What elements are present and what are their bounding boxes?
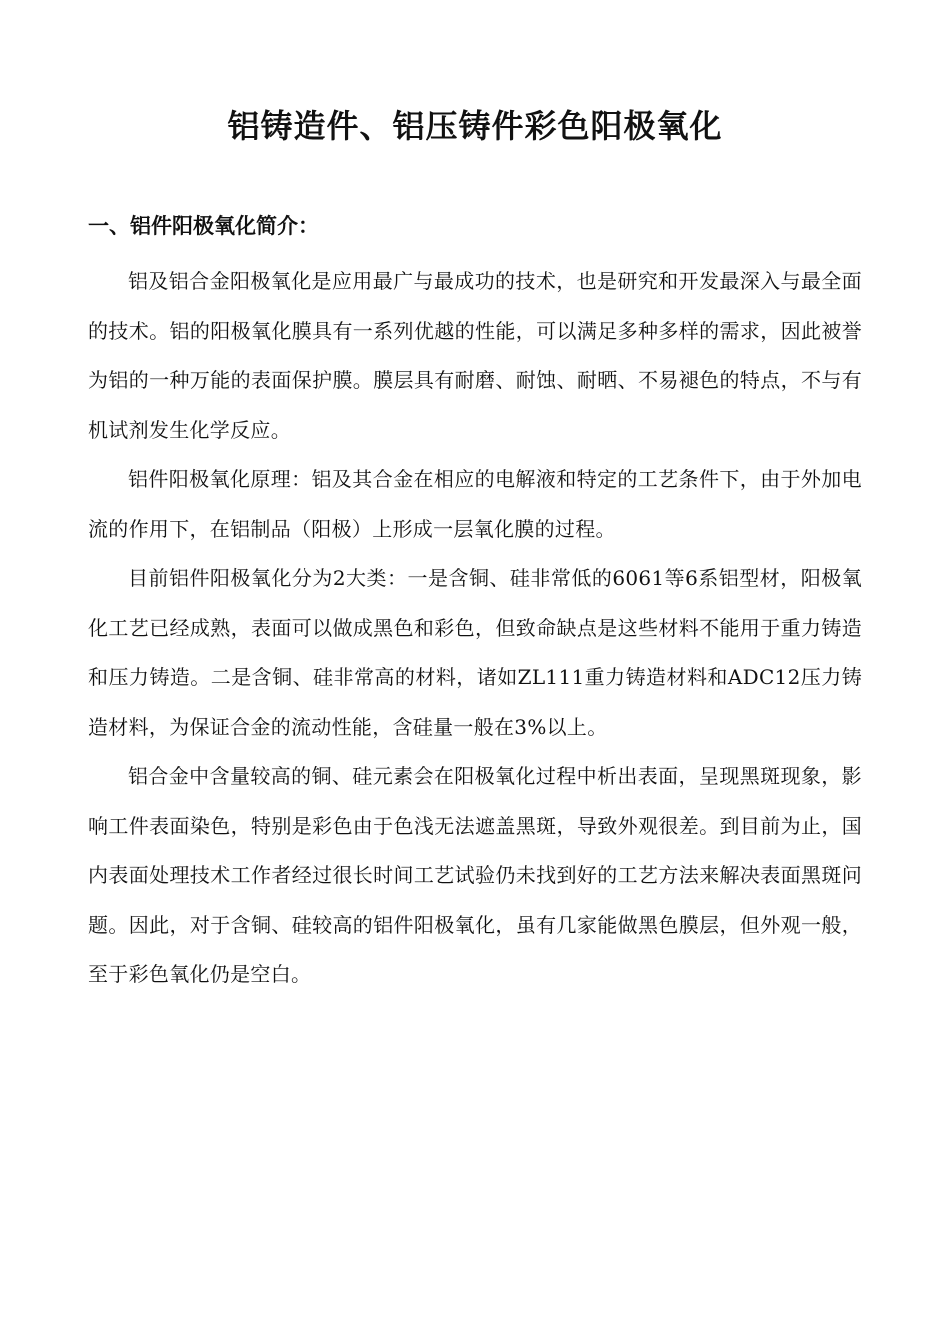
paragraph-categories: 目前铝件阳极氧化分为2大类：一是含铜、硅非常低的6061等6系铝型材，阳极氧化工艺已经成熟，表面可以做成黑色和彩色，但致命缺点是这些材料不能用于重力铸造和压力铸造。二是含铜、硅非常高的材料，诸如ZL111重力铸造材料和ADC12压力铸造材料，为保证合金的流动性能，含硅量一般在3%以上。 <box>88 566 862 739</box>
paragraph-intro: 铝及铝合金阳极氧化是应用最广与最成功的技术，也是研究和开发最深入与最全面的技术。铝的阳极氧化膜具有一系列优越的性能，可以满足多种多样的需求，因此被誉为铝的一种万能的表面保护膜。膜层具有耐磨、耐蚀、耐晒、不易褪色的特点，不与有机试剂发生化学反应。 <box>88 269 862 442</box>
section-heading: 一、铝件阳极氧化简介： <box>88 214 319 238</box>
paragraph-problem: 铝合金中含量较高的铜、硅元素会在阳极氧化过程中析出表面，呈现黑斑现象，影响工件表面染色，特别是彩色由于色浅无法遮盖黑斑，导致外观很差。到目前为止，国内表面处理技术工作者经过很长时间工艺试验仍未找到好的工艺方法来解决表面黑斑问题。因此，对于含铜、硅较高的铝件阳极氧化，虽有几家能做黑色膜层，但外观一般，至于彩色氧化仍是空白。 <box>88 764 862 986</box>
body-text <box>88 257 862 1000</box>
paragraph-principle: 铝件阳极氧化原理：铝及其合金在相应的电解液和特定的工艺条件下，由于外加电流的作用下，在铝制品（阳极）上形成一层氧化膜的过程。 <box>88 467 862 541</box>
document-title: 铝铸造件、铝压铸件彩色阳极氧化 <box>227 107 723 145</box>
